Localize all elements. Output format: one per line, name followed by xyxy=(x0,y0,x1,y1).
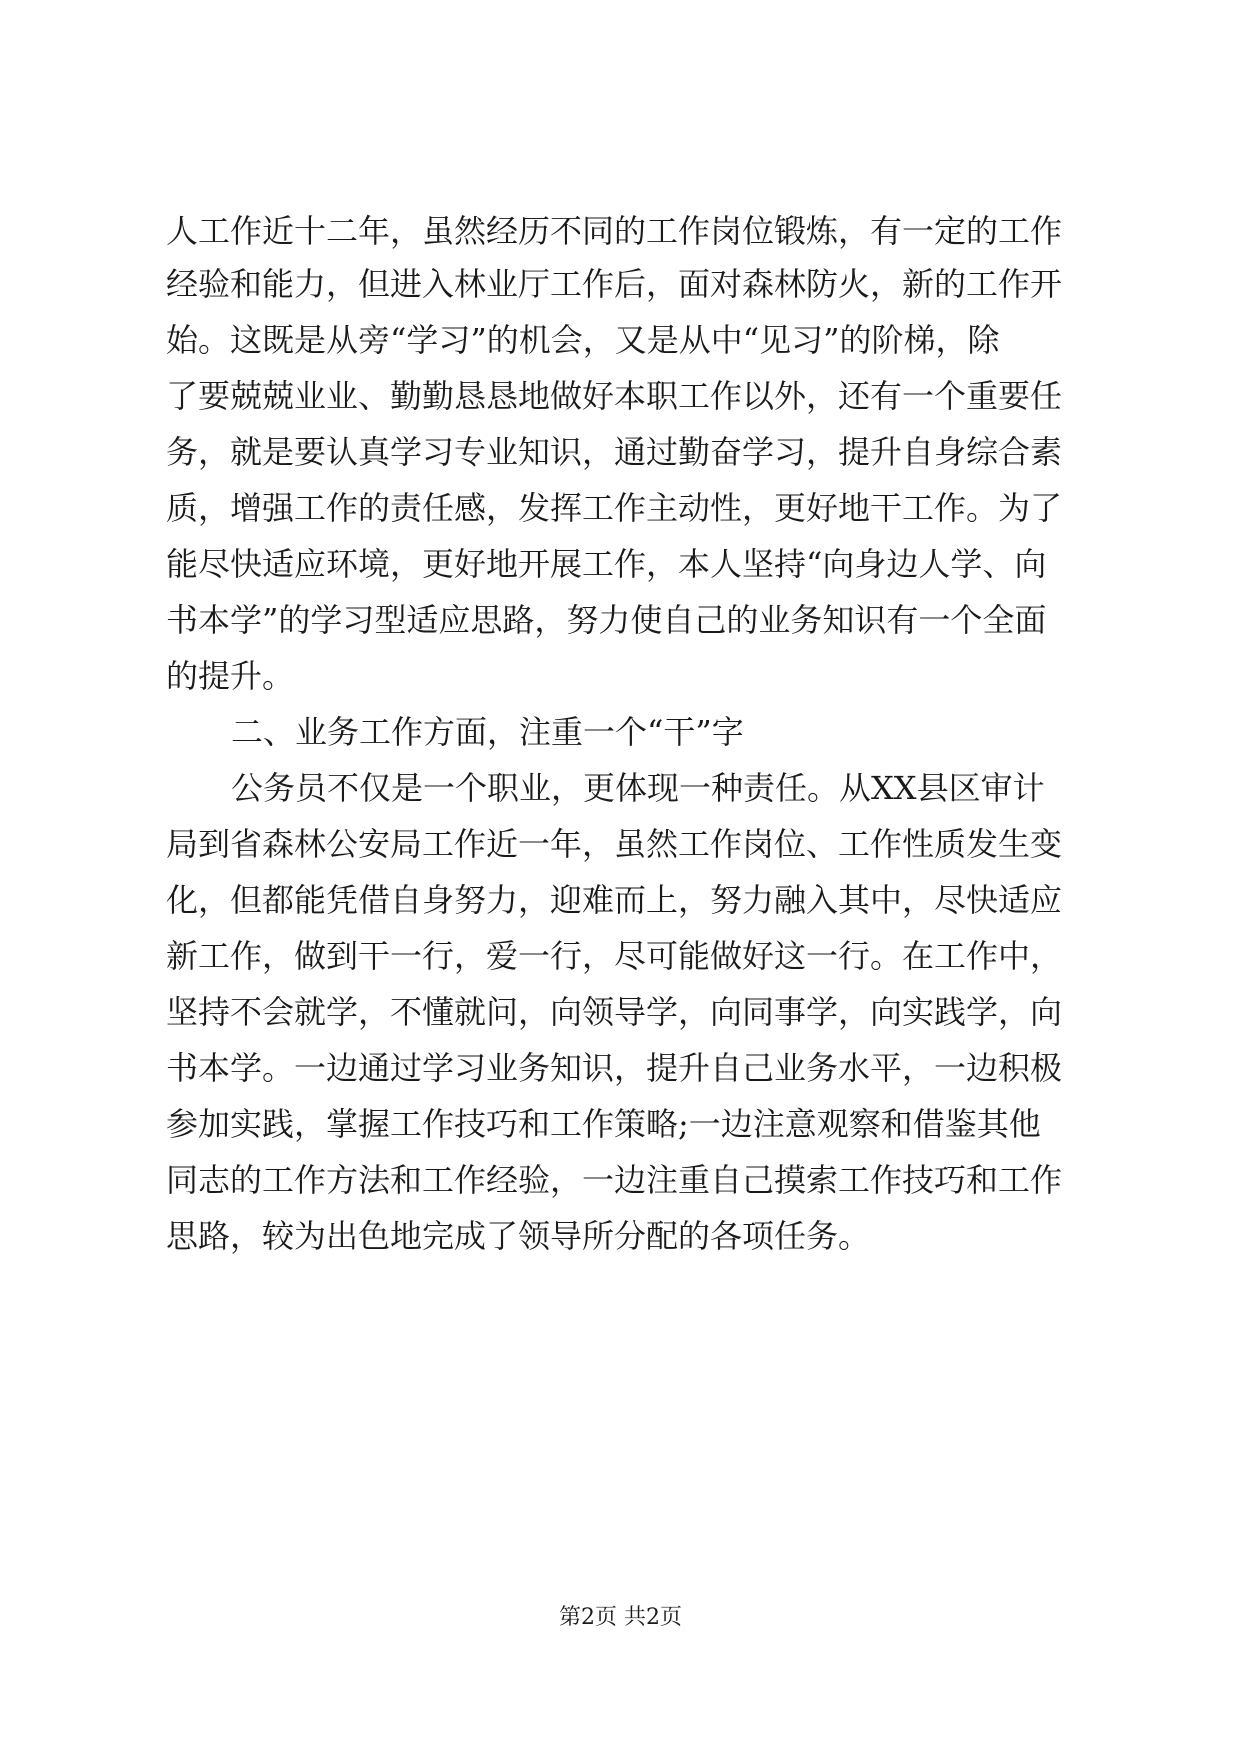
paragraph-line: 的提升。 xyxy=(166,657,295,695)
paragraph-line: 公务员不仅是一个职业，更体现一种责任。从XX县区审计 xyxy=(231,769,1045,807)
paragraph-line: 了要兢兢业业、勤勤恳恳地做好本职工作以外，还有一个重要任 xyxy=(166,377,1063,415)
paragraph-line: 书本学”的学习型适应思路，努力使自己的业务知识有一个全面 xyxy=(166,601,1047,639)
paragraph-line: 参加实践，掌握工作技巧和工作策略;一边注意观察和借鉴其他 xyxy=(166,1105,1041,1143)
paragraph-line: 局到省森林公安局工作近一年，虽然工作岗位、工作性质发生变 xyxy=(166,825,1063,863)
paragraph-line: 质，增强工作的责任感，发挥工作主动性，更好地干工作。为了 xyxy=(166,489,1063,527)
paragraph-line: 经验和能力，但进入林业厅工作后，面对森林防火，新的工作开 xyxy=(166,265,1063,303)
paragraph-line: 思路，较为出色地完成了领导所分配的各项任务。 xyxy=(166,1217,871,1255)
paragraph-line: 能尽快适应环境，更好地开展工作，本人坚持“向身边人学、向 xyxy=(166,545,1047,583)
paragraph-line: 新工作，做到干一行，爱一行，尽可能做好这一行。在工作中， xyxy=(166,937,1063,975)
paragraph-line: 坚持不会就学，不懂就问，向领导学，向同事学，向实践学，向 xyxy=(166,993,1063,1031)
section-heading: 二、业务工作方面，注重一个“干”字 xyxy=(231,713,744,751)
page-footer-number: 第2页 共2页 xyxy=(559,1605,682,1630)
paragraph-line: 始。这既是从旁“学习”的机会，又是从中“见习”的阶梯，除 xyxy=(166,321,1000,359)
paragraph-line: 同志的工作方法和工作经验，一边注重自己摸索工作技巧和工作 xyxy=(166,1161,1063,1199)
paragraph-line: 务，就是要认真学习专业知识，通过勤奋学习，提升自身综合素 xyxy=(166,433,1063,471)
paragraph-line: 人工作近十二年，虽然经历不同的工作岗位锻炼，有一定的工作 xyxy=(166,212,1063,250)
paragraph-line: 化，但都能凭借自身努力，迎难而上，努力融入其中，尽快适应 xyxy=(166,881,1063,919)
paragraph-line: 书本学。一边通过学习业务知识，提升自己业务水平，一边积极 xyxy=(166,1049,1063,1087)
